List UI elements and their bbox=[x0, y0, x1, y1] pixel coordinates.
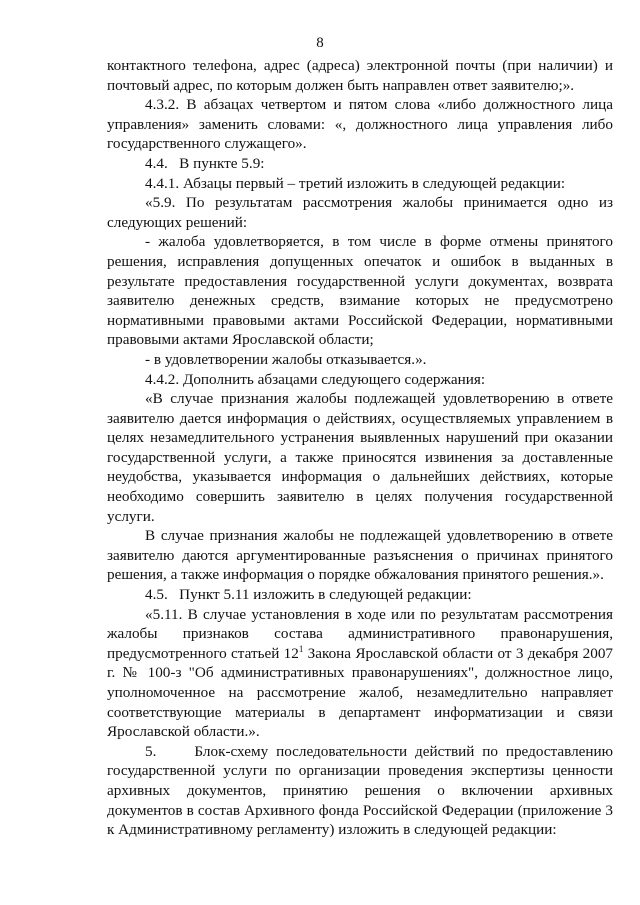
page-number: 8 bbox=[316, 35, 324, 51]
paragraph-5-11-text-b: Закона Ярославской области от 3 декабря 2007 г. № 100-з "Об административных правонарушениях", должностное лицо, уполномоченное на рассмотрение жалоб, незамедлительно направляет соответствующие материалы в департамент информатизации и связи Ярославской области.». bbox=[107, 644, 614, 741]
paragraph-4-3-2: 4.3.2. В абзацах четвертом и пятом слова «либо должностного лица управления» заменить словами: «, должностного лица управления либо государственного служащего». bbox=[107, 96, 613, 153]
paragraph-5-text: Блок-схему последовательности действий по предоставлению государственной услуги по организации проведения экспертизы ценности архивных документов, принятию решения о включении архивных документов в состав Архивного фонда Российской Федерации (приложение 3 к Административному регламенту) изложить в следующей редакции: bbox=[107, 742, 613, 839]
paragraph-complaint-rejected: В случае признания жалобы не подлежащей удовлетворению в ответе заявителю даются аргументированные разъяснения о причинах принятого решения, а также информация о порядке обжалования принятого решения.». bbox=[107, 527, 613, 584]
paragraph-5-9: «5.9. По результатам рассмотрения жалобы принимается одно из следующих решений: bbox=[107, 194, 613, 231]
paragraph-decision-satisfied: - жалоба удовлетворяется, в том числе в форме отмены принятого решения, исправления допущенных опечаток и ошибок в выданных в результате предоставления государственной услуги документах, возврата заявителю денежных средств, взимание которых не предусмотрено нормативными правовыми актами Российской Федерации, нормативными правовыми актами Ярославской области; bbox=[107, 233, 613, 349]
paragraph-4-4-2: 4.4.2. Дополнить абзацами следующего содержания: bbox=[145, 370, 486, 388]
paragraph-5-number: 5. bbox=[145, 742, 157, 760]
paragraph-continuation: контактного телефона, адрес (адреса) электронной почты (при наличии) и почтовый адрес, по которым должен быть направлен ответ заявителю;». bbox=[107, 57, 613, 94]
paragraph-5-11 bbox=[107, 605, 613, 742]
paragraph-5-11-text-a: «5.11. В случае установления в ходе или по результатам рассмотрения жалобы признаков состава административного правонарушения, предусмотренного статьей 12 bbox=[107, 605, 613, 662]
paragraph-5 bbox=[107, 742, 613, 840]
paragraph-4-4-1: 4.4.1. Абзацы первый – третий изложить в следующей редакции: bbox=[145, 174, 566, 192]
document-body bbox=[107, 56, 613, 840]
paragraph-complaint-upheld: «В случае признания жалобы подлежащей удовлетворению в ответе заявителю дается информация о действиях, осуществляемых управлением в целях незамедлительного устранения выявленных нарушений при оказании государственной услуги, а также приносятся извинения за доставленные неудобства, указывается информация о дальнейших действиях, которые необходимо совершить заявителю в целях получения государственной услуги. bbox=[107, 390, 613, 525]
paragraph-4-4: 4.4. В пункте 5.9: bbox=[145, 154, 265, 172]
article-superscript: 1 bbox=[298, 643, 304, 654]
paragraph-decision-refused: - в удовлетворении жалобы отказывается.». bbox=[145, 350, 427, 368]
paragraph-4-5: 4.5. Пункт 5.11 изложить в следующей редакции: bbox=[145, 586, 472, 604]
